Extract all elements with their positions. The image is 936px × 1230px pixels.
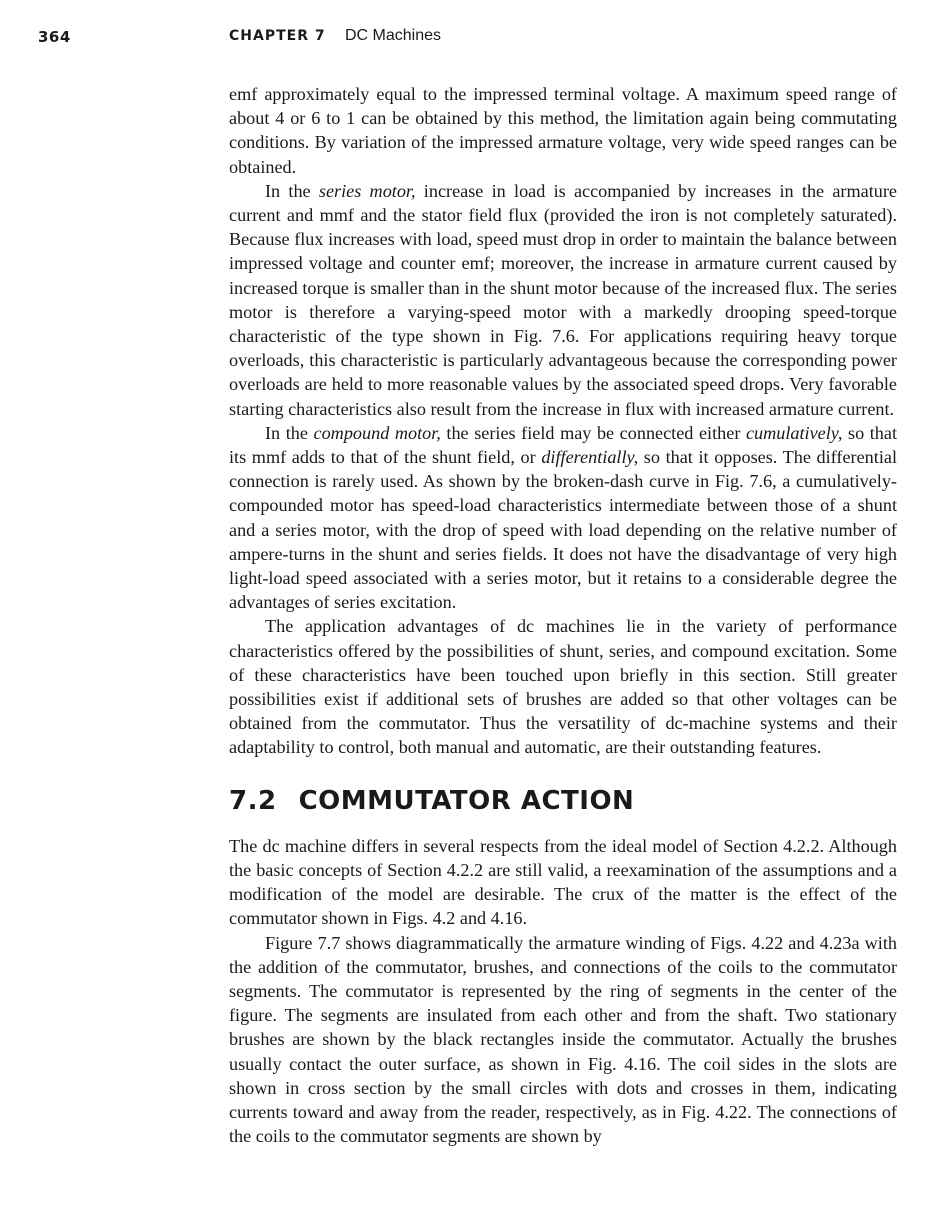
text-run: so that it opposes. The differential connection is rarely used. As shown by the broken-dash curve in Fig. 7.6, a cumulatively-compounded motor has speed-load characteristics intermediate between those of a shunt and a series motor, with the drop of speed with load depending on the relative number of ampere-turns in the shunt and series fields. It does not have the disadvantage of very high light-load speed associated with a series motor, but it retains to a considerable degree the advantages of series excitation.	[229, 447, 897, 613]
page-body	[229, 82, 897, 1148]
section-title: COMMUTATOR ACTION	[298, 785, 635, 816]
text-run: In the	[265, 422, 314, 443]
page-number: 364	[38, 28, 71, 46]
chapter-title: DC Machines	[345, 27, 442, 44]
text-run: the series field may be connected either	[440, 422, 746, 443]
term-cumulatively: cumulatively,	[745, 422, 843, 443]
paragraph-commutator-intro: The dc machine differs in several respects from the ideal model of Section 4.2.2. Although the basic concepts of Section 4.2.2 are still valid, a reexamination of the assumptions and a modification of the model are desirable. The crux of the matter is the effect of the commutator shown in Figs. 4.2 and 4.16.	[229, 835, 897, 929]
paragraph-continued: emf approximately equal to the impressed terminal voltage. A maximum speed range of about 4 or 6 to 1 can be obtained by this method, the limitation again being commutating conditions. By variation of the impressed armature voltage, very wide speed ranges can be obtained.	[229, 84, 897, 177]
running-header	[0, 25, 936, 49]
text-run: In the	[265, 180, 319, 201]
chapter-label: CHAPTER 7	[229, 28, 326, 44]
text-run: so that its mmf adds to that of the shunt field, or	[229, 422, 898, 468]
paragraph-series-motor	[229, 179, 897, 421]
text-run: increase in load is accompanied by increases in the armature current and mmf and the stator field flux (provided the iron is not completely saturated). Because flux increases with load, speed must drop in order to maintain the balance between impressed voltage and counter emf; moreover, the increase in armature current caused by increased torque is smaller than in the shunt motor because of the increased flux. The series motor is therefore a varying-speed motor with a markedly drooping speed-torque characteristic of the type shown in Fig. 7.6. For applications requiring heavy torque overloads, this characteristic is particularly advantageous because the corresponding power overloads are held to more reasonable values by the associated speed drops. Very favorable starting characteristics also result from the increase in flux with increased armature current.	[229, 180, 897, 419]
section-number: 7.2	[229, 785, 277, 816]
paragraph-figure-description: Figure 7.7 shows diagrammatically the armature winding of Figs. 4.22 and 4.23a with the addition of the commutator, brushes, and connections of the coils to the commutator segments. The commutator is represented by the ring of segments in the center of the figure. The segments are insulated from each other and from the shaft. Two stationary brushes are shown by the black rectangles inside the commutator. Actually the brushes usually contact the outer surface, as shown in Fig. 4.16. The coil sides in the slots are shown in cross section by the small circles with dots and crosses in them, indicating currents toward and away from the reader, respectively, as in Fig. 4.22. The connections of the coils to the commutator segments are shown by	[229, 932, 897, 1147]
term-compound-motor: compound motor,	[313, 422, 441, 443]
paragraph-compound-motor	[229, 421, 897, 615]
section-heading	[229, 785, 897, 817]
term-series-motor: series motor,	[318, 180, 416, 201]
paragraph-application-advantages: The application advantages of dc machines lie in the variety of performance characteristics offered by the possibilities of shunt, series, and compound excitation. Some of these characteristics have been touched upon briefly in this section. Still greater possibilities exist if additional sets of brushes are added so that other voltages can be obtained from the commutator. Thus the versatility of dc-machine systems and their adaptability to control, both manual and automatic, are their outstanding features.	[229, 616, 897, 758]
term-differentially: differentially,	[541, 447, 639, 468]
